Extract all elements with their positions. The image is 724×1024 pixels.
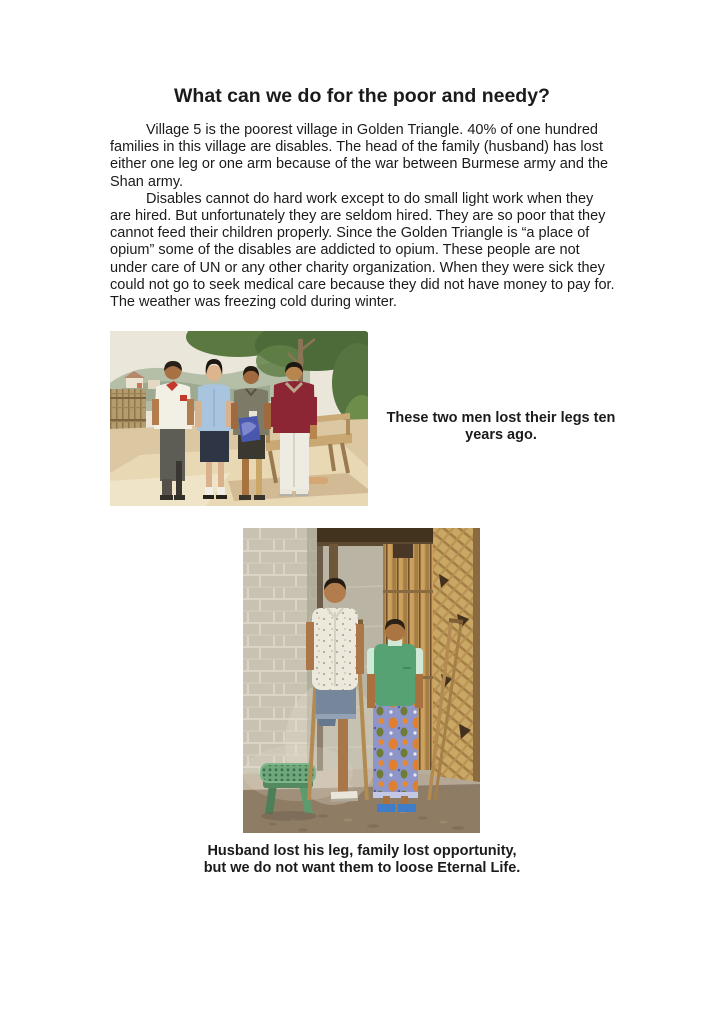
husband-wife-photo-image bbox=[243, 528, 480, 833]
body-text bbox=[110, 122, 617, 311]
village-group-photo bbox=[110, 331, 368, 506]
photo-caption bbox=[0, 843, 724, 877]
caption-line: but we do not want them to loose Eternal Life. bbox=[203, 860, 521, 877]
photo-caption bbox=[371, 410, 631, 444]
body-paragraph: Village 5 is the poorest village in Golden Triangle. 40% of one hundred families in this village are disables. The head of the family (husband) has lost either one leg or one arm because of the war between Burmese army and the Shan army. bbox=[110, 122, 609, 190]
village-group-photo-image bbox=[110, 331, 368, 506]
page-title: What can we do for the poor and needy? bbox=[174, 85, 550, 107]
caption-line: years ago. bbox=[465, 427, 537, 444]
body-paragraph: Disables cannot do hard work except to do small light work when they are hired. But unfortunately they are seldom hired. They are so poor that they cannot feed their children properly. Since the Golden Triangle is “a place of opium” some of the disables are addicted to opium. These people are not under care of UN or any other charity organization. When they were sick they could not go to seek medical care because they did not have money to pay for. The weather was freezing cold during winter. bbox=[110, 190, 615, 311]
caption-line: These two men lost their legs ten bbox=[386, 410, 616, 426]
husband-wife-photo bbox=[243, 528, 480, 833]
wife-in-green-shirt bbox=[367, 619, 423, 812]
caption-line: Husband lost his leg, family lost opportunity, bbox=[207, 843, 517, 859]
